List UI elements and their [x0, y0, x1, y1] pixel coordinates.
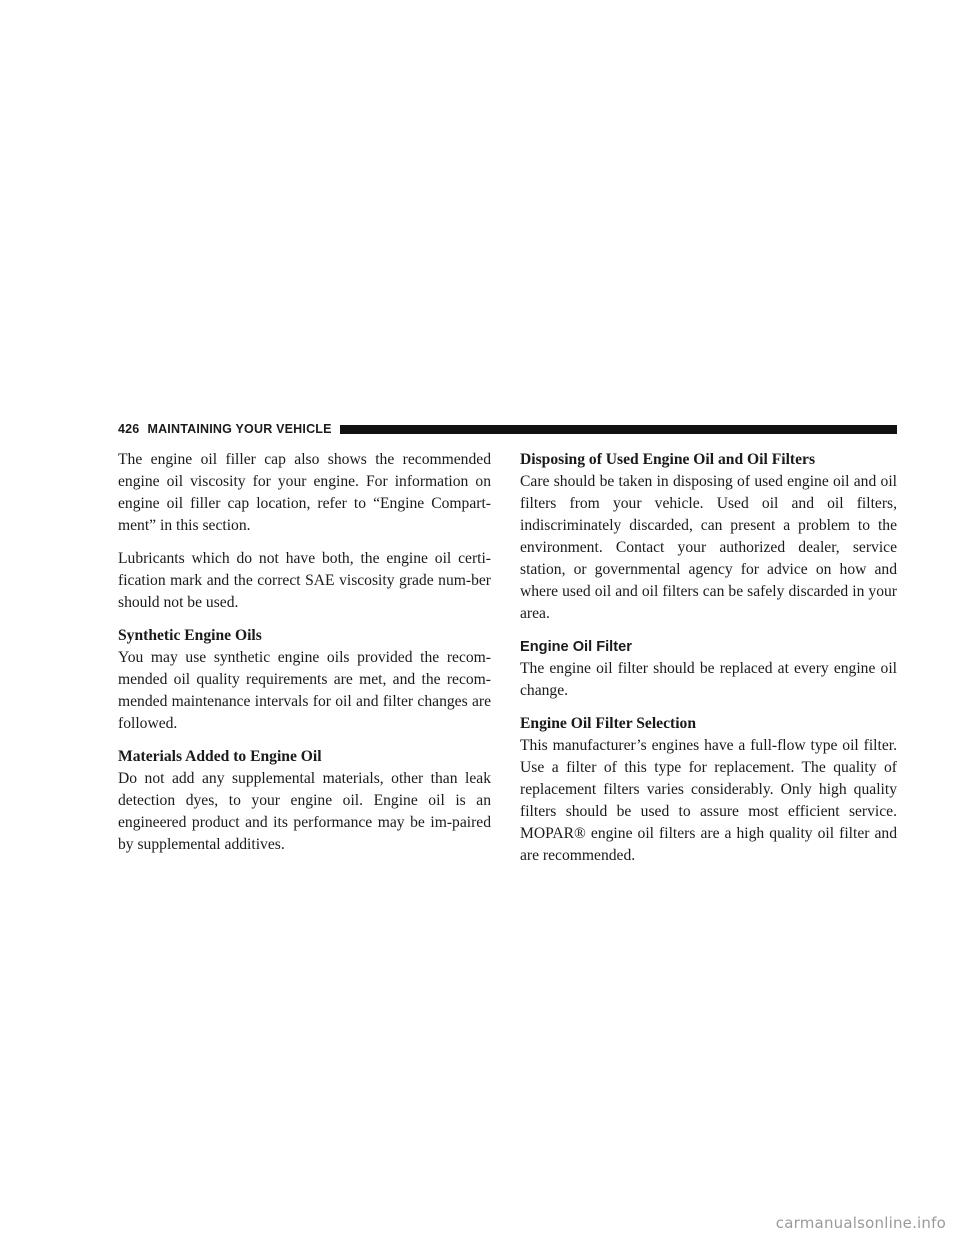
- paragraph-filter-selection: This manufacturer’s engines have a full-flow type oil filter. Use a filter of this type for replacement. The quality of replacement filters varies considerably. Only high quality filters should be used to assure most efficient service. MOPAR® engine oil filters are a high quality oil filter and are recommended.: [520, 737, 897, 864]
- paragraph-disposing: Care should be taken in disposing of used engine oil and oil filters from your vehicle. Used oil and oil filters, indiscriminately discarded, can present a problem to the environment. Contact your authorized dealer, service station, or governmental agency for advice on how and where used oil and oil filters can be safely discarded in your area.: [520, 473, 897, 622]
- page-number: 426: [118, 422, 140, 436]
- left-column: [118, 449, 491, 867]
- header-rule: [340, 425, 897, 434]
- heading-engine-oil-filter: Engine Oil Filter: [520, 639, 632, 655]
- paragraph-synthetic-oils: You may use synthetic engine oils provided the recom-mended oil quality requirements are met, and the recom-mended maintenance intervals for oil and filter changes are followed.: [118, 649, 491, 732]
- heading-filter-selection: Engine Oil Filter Selection: [520, 715, 696, 732]
- section-title: MAINTAINING YOUR VEHICLE: [147, 422, 332, 436]
- paragraph-filler-cap: The engine oil filler cap also shows the recommended engine oil viscosity for your engine. For information on engine oil filler cap location, refer to “Engine Compart-ment” in this section.: [118, 451, 491, 534]
- paragraph-engine-oil-filter: The engine oil filter should be replaced at every engine oil change.: [520, 660, 897, 699]
- page-header: [118, 421, 897, 437]
- heading-synthetic-oils: Synthetic Engine Oils: [118, 627, 262, 644]
- paragraph-lubricants: Lubricants which do not have both, the engine oil certi-fication mark and the correct SAE viscosity grade num-ber should not be used.: [118, 550, 491, 611]
- watermark-text: carmanualsonline.info: [775, 1214, 946, 1232]
- paragraph-materials-added: Do not add any supplemental materials, other than leak detection dyes, to your engine oil. Engine oil is an engineered product and its performance may be im-paired by supplemental additives.: [118, 770, 491, 853]
- heading-disposing: Disposing of Used Engine Oil and Oil Filters: [520, 451, 816, 468]
- heading-materials-added: Materials Added to Engine Oil: [118, 748, 322, 765]
- right-column: [520, 449, 897, 878]
